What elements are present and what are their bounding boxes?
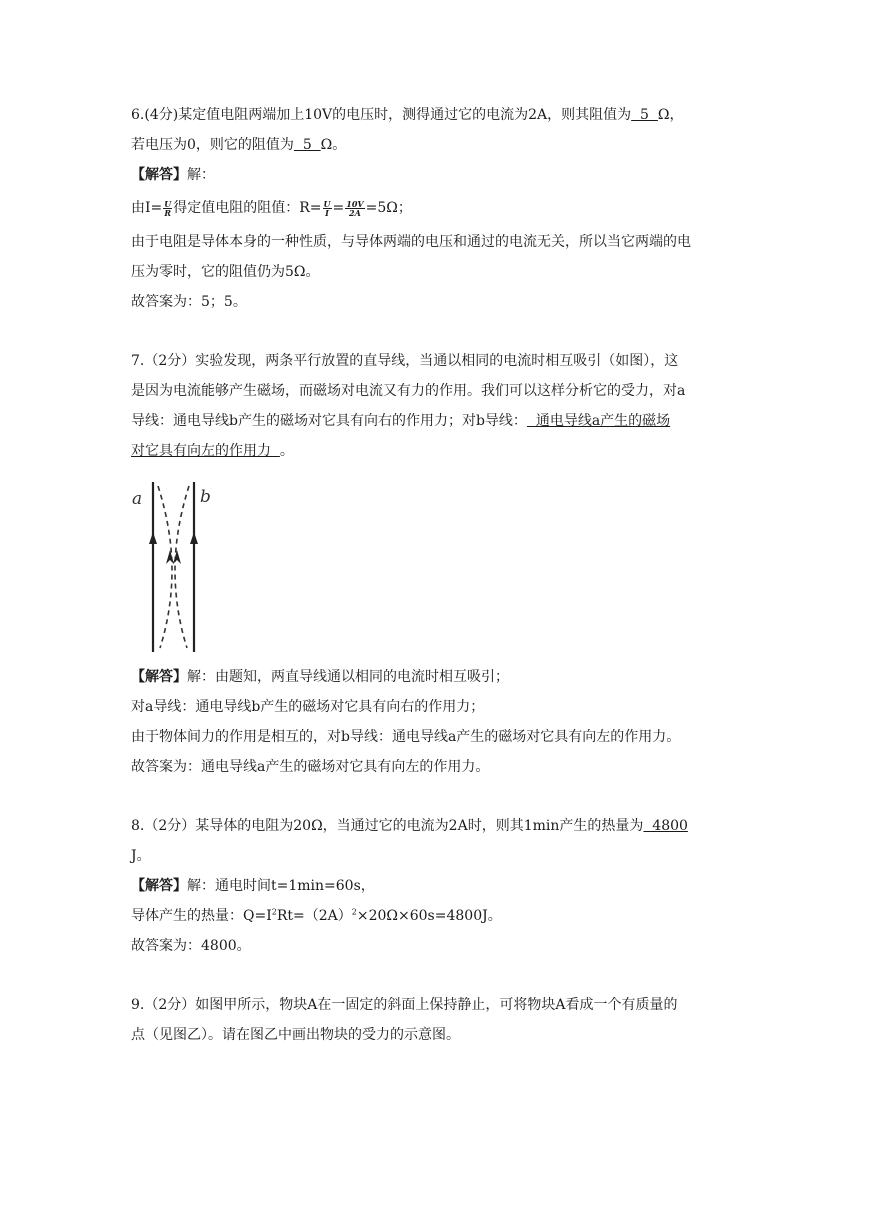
field-line-right	[175, 486, 189, 648]
q7-stem-text: 导线：通电导线b产生的磁场对它具有向右的作用力；对b导线：	[131, 413, 527, 429]
eq-text: =5Ω；	[365, 200, 412, 216]
exponent: 2	[271, 907, 277, 917]
eq-text: 得定值电阻的阻值：R=	[173, 200, 322, 216]
frac-den: R	[164, 207, 172, 218]
answer-tag: 【解答】	[131, 878, 187, 894]
q6-stem-text: 6.(4分)某定值电阻两端加上10V的电压时，测得通过它的电流为2A，则其阻值为	[131, 107, 632, 123]
frac-num: U	[323, 198, 331, 209]
q8-answer-blank: 4800	[643, 818, 688, 834]
fraction-10v-over-2a	[345, 200, 364, 217]
frac-num: U	[164, 198, 172, 209]
q7-stem-end: 。	[279, 443, 294, 459]
answer-tag: 【解答】	[131, 669, 187, 685]
q9-stem-line-1: 9.（2分）如图甲所示，物块A在一固定的斜面上保持静止，可将物块A看成一个有质量的	[131, 997, 678, 1013]
q6-stem-text-2: 若电压为0，则它的阻值为	[131, 137, 294, 153]
eq-text: Rt=（2A）	[276, 908, 352, 924]
q7-answer-blank-part-2: 对它具有向左的作用力	[131, 443, 280, 459]
frac-den: I	[325, 207, 329, 218]
q6-equation-line	[131, 197, 412, 219]
q6-unit-2: Ω。	[320, 137, 347, 153]
exponent: 2	[351, 907, 357, 917]
q8-final-answer: 故答案为：4800。	[131, 938, 251, 954]
q7-final-answer: 故答案为：通电导线a产生的磁场对它具有向左的作用力。	[131, 759, 490, 775]
q7-stem-line-2: 是因为电流能够产生磁场，而磁场对电流又有力的作用。我们可以这样分析它的受力，对a	[131, 383, 686, 399]
fraction-u-over-r	[163, 200, 172, 217]
q7-stem-line-1: 7.（2分）实验发现，两条平行放置的直导线，当通以相同的电流时相互吸引（如图），这	[131, 353, 679, 369]
frac-num: 10V	[346, 198, 364, 209]
q7-stem-line-4	[131, 442, 294, 460]
q7-answer-line-3: 由于物体间力的作用是相互的，对b导线：通电导线a产生的磁场对它具有向左的作用力。	[131, 729, 681, 745]
q6-stem-line-2	[131, 136, 346, 154]
current-arrow-a	[149, 532, 157, 544]
q8-stem-text: 8.（2分）某导体的电阻为20Ω，当通过它的电流为2A时，则其1min产生的热量为	[131, 818, 644, 834]
q6-answer-blank-1: 5	[631, 107, 658, 123]
eq-text: 由I=	[131, 200, 163, 216]
q8-heat-equation	[131, 907, 502, 925]
q6-answer-header	[131, 166, 215, 184]
wire-a-label: a	[132, 489, 143, 509]
q6-final-answer: 故答案为：5；5。	[131, 294, 247, 310]
eq-text: 导体产生的热量：Q=I	[131, 908, 272, 924]
answer-tag: 【解答】	[131, 167, 187, 183]
q7-answer-line-2: 对a导线：通电导线b产生的磁场对它具有向右的作用力；	[131, 699, 485, 715]
fraction-u-over-i	[323, 200, 332, 217]
current-arrow-b	[190, 532, 198, 544]
q6-explanation-2: 压为零时，它的阻值仍为5Ω。	[131, 264, 320, 280]
q7-stem-line-3	[131, 412, 670, 430]
force-arrow-right	[173, 550, 181, 564]
q8-stem-line-2: J。	[131, 848, 151, 864]
q8-stem-line-1	[131, 817, 688, 835]
q6-explanation-1: 由于电阻是导体本身的一种性质，与导体两端的电压和通过的电流无关，所以当它两端的电	[131, 234, 691, 250]
frac-den: 2A	[349, 207, 361, 218]
force-arrow-left	[166, 550, 174, 564]
eq-text: =	[332, 200, 345, 216]
answer-lead: 解：通电时间t=1min=60s，	[187, 878, 375, 894]
wire-b-label: b	[200, 487, 211, 507]
q6-unit-1: Ω，	[657, 107, 684, 123]
eq-text: ×20Ω×60s=4800J。	[356, 908, 502, 924]
q8-answer-header	[131, 877, 375, 895]
answer-lead: 解：由题知，两直导线通以相同的电流时相互吸引；	[187, 669, 509, 685]
q7-answer-blank-part-1: 通电导线a产生的磁场	[526, 413, 671, 429]
q9-stem-line-2: 点（见图乙）。请在图乙中画出物块的受力的示意图。	[131, 1027, 460, 1043]
q6-stem-line-1	[131, 106, 683, 124]
q6-answer-blank-2: 5	[293, 137, 321, 153]
q7-answer-header	[131, 668, 509, 686]
parallel-wires-figure	[128, 480, 218, 656]
answer-lead: 解：	[187, 167, 215, 183]
field-line-left	[158, 486, 172, 648]
